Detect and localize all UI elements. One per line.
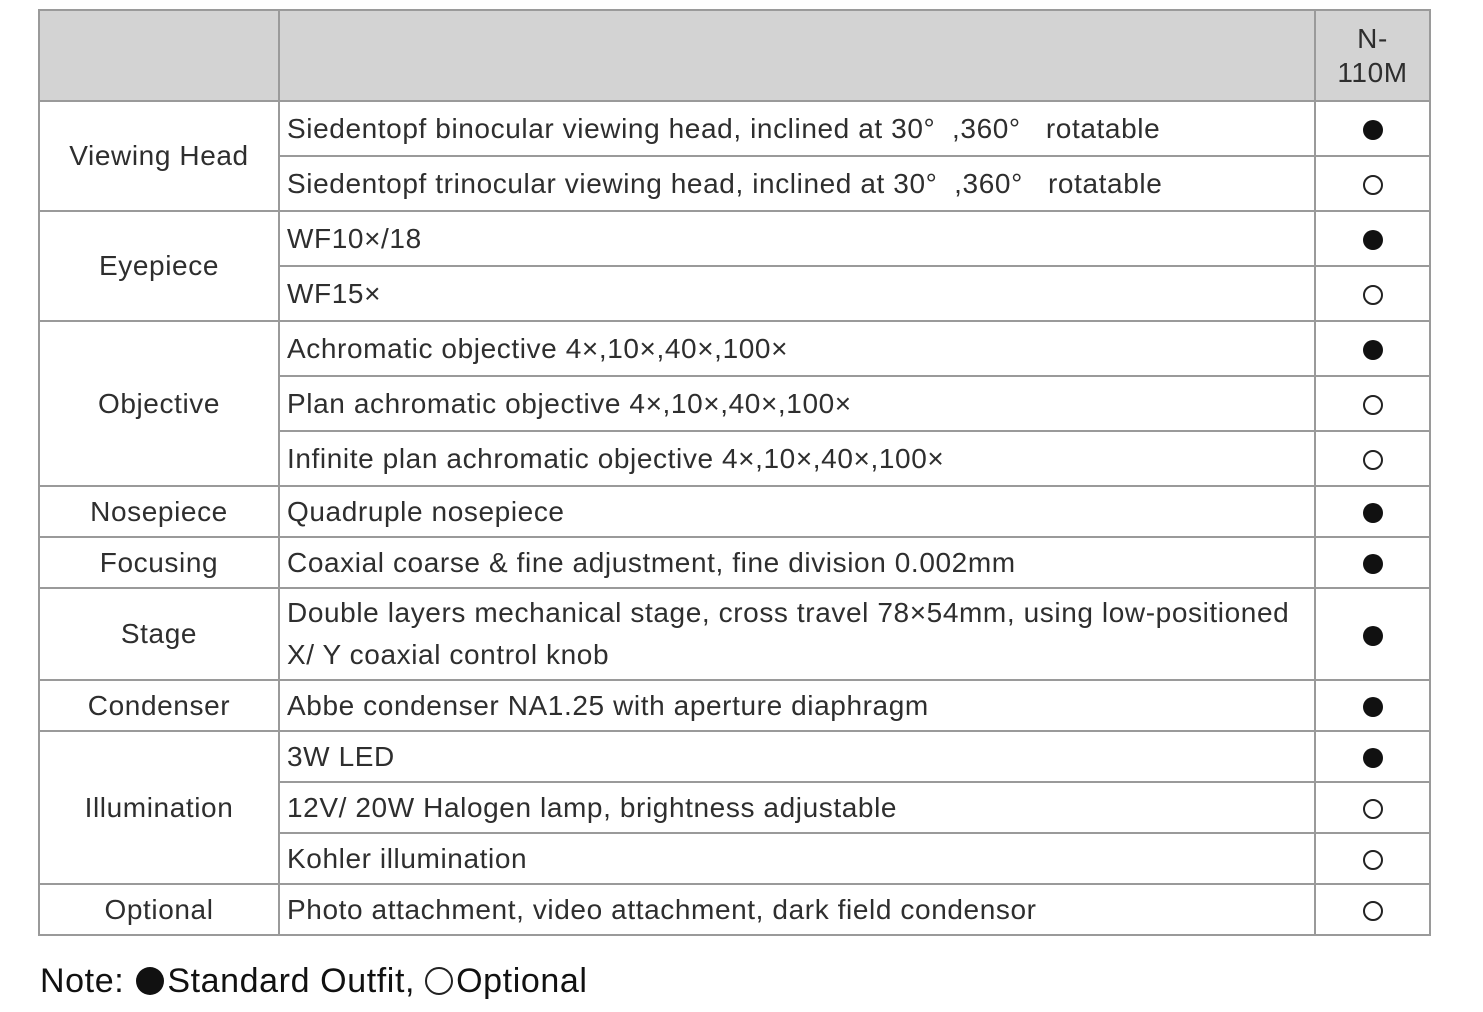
standard-dot-icon: [1363, 697, 1383, 717]
standard-dot-icon: [1363, 230, 1383, 250]
category-cell: Stage: [39, 588, 279, 680]
table-row: [39, 588, 1430, 680]
standard-dot-icon: [1363, 503, 1383, 523]
description-cell: 3W LED: [279, 731, 1315, 782]
description-cell: Coaxial coarse & fine adjustment, fine division 0.002mm: [279, 537, 1315, 588]
header-category-cell: [39, 10, 279, 101]
table-row: [39, 680, 1430, 731]
standard-dot-icon: [1363, 554, 1383, 574]
header-row: [39, 10, 1430, 101]
availability-cell: [1315, 486, 1430, 537]
category-cell: Nosepiece: [39, 486, 279, 537]
table-row: [39, 731, 1430, 782]
header-description-cell: [279, 10, 1315, 101]
category-cell: Viewing Head: [39, 101, 279, 211]
optional-circle-icon: [1363, 450, 1383, 470]
standard-dot-icon: [1363, 748, 1383, 768]
note-optional-label: Optional: [456, 962, 588, 1000]
description-cell: Siedentopf trinocular viewing head, inclined at 30° ,360° rotatable: [279, 156, 1315, 211]
standard-dot-icon: [1363, 340, 1383, 360]
description-cell: Plan achromatic objective 4×,10×,40×,100×: [279, 376, 1315, 431]
availability-cell: [1315, 156, 1430, 211]
availability-cell: [1315, 431, 1430, 486]
standard-dot-icon: [1363, 120, 1383, 140]
table-row: [39, 537, 1430, 588]
availability-cell: [1315, 680, 1430, 731]
table-row: [39, 884, 1430, 935]
model-name: N- 110M: [1337, 22, 1408, 88]
availability-cell: [1315, 884, 1430, 935]
description-cell: 12V/ 20W Halogen lamp, brightness adjustable: [279, 782, 1315, 833]
table-row: [39, 321, 1430, 376]
availability-cell: [1315, 833, 1430, 884]
description-cell: WF15×: [279, 266, 1315, 321]
optional-circle-icon: [1363, 901, 1383, 921]
optional-circle-icon: [425, 967, 453, 995]
availability-cell: [1315, 782, 1430, 833]
optional-circle-icon: [1363, 285, 1383, 305]
description-cell: Infinite plan achromatic objective 4×,10×,40×,100×: [279, 431, 1315, 486]
description-cell: Quadruple nosepiece: [279, 486, 1315, 537]
note-prefix: Note:: [40, 962, 135, 1000]
table-row: [39, 486, 1430, 537]
availability-cell: [1315, 537, 1430, 588]
standard-dot-icon: [136, 967, 164, 995]
optional-circle-icon: [1363, 850, 1383, 870]
description-cell: Achromatic objective 4×,10×,40×,100×: [279, 321, 1315, 376]
model-header: [1315, 10, 1430, 101]
optional-circle-icon: [1363, 175, 1383, 195]
description-cell: WF10×/18: [279, 211, 1315, 266]
optional-circle-icon: [1363, 799, 1383, 819]
availability-cell: [1315, 588, 1430, 680]
description-cell: Double layers mechanical stage, cross travel 78×54mm, using low-positioned X/ Y coaxial control knob: [279, 588, 1315, 680]
category-cell: Objective: [39, 321, 279, 486]
availability-cell: [1315, 321, 1430, 376]
description-cell: Kohler illumination: [279, 833, 1315, 884]
description-cell: Abbe condenser NA1.25 with aperture diaphragm: [279, 680, 1315, 731]
legend-note: [40, 962, 588, 1001]
availability-cell: [1315, 211, 1430, 266]
category-cell: Illumination: [39, 731, 279, 884]
availability-cell: [1315, 376, 1430, 431]
availability-cell: [1315, 731, 1430, 782]
note-standard-label: Standard Outfit,: [167, 962, 426, 1000]
category-cell: Optional: [39, 884, 279, 935]
category-cell: Condenser: [39, 680, 279, 731]
table-row: [39, 211, 1430, 266]
optional-circle-icon: [1363, 395, 1383, 415]
description-cell: Siedentopf binocular viewing head, inclined at 30° ,360° rotatable: [279, 101, 1315, 156]
description-cell: Photo attachment, video attachment, dark field condensor: [279, 884, 1315, 935]
table-row: [39, 101, 1430, 156]
availability-cell: [1315, 266, 1430, 321]
standard-dot-icon: [1363, 626, 1383, 646]
category-cell: Focusing: [39, 537, 279, 588]
availability-cell: [1315, 101, 1430, 156]
specification-table: [38, 9, 1431, 936]
category-cell: Eyepiece: [39, 211, 279, 321]
